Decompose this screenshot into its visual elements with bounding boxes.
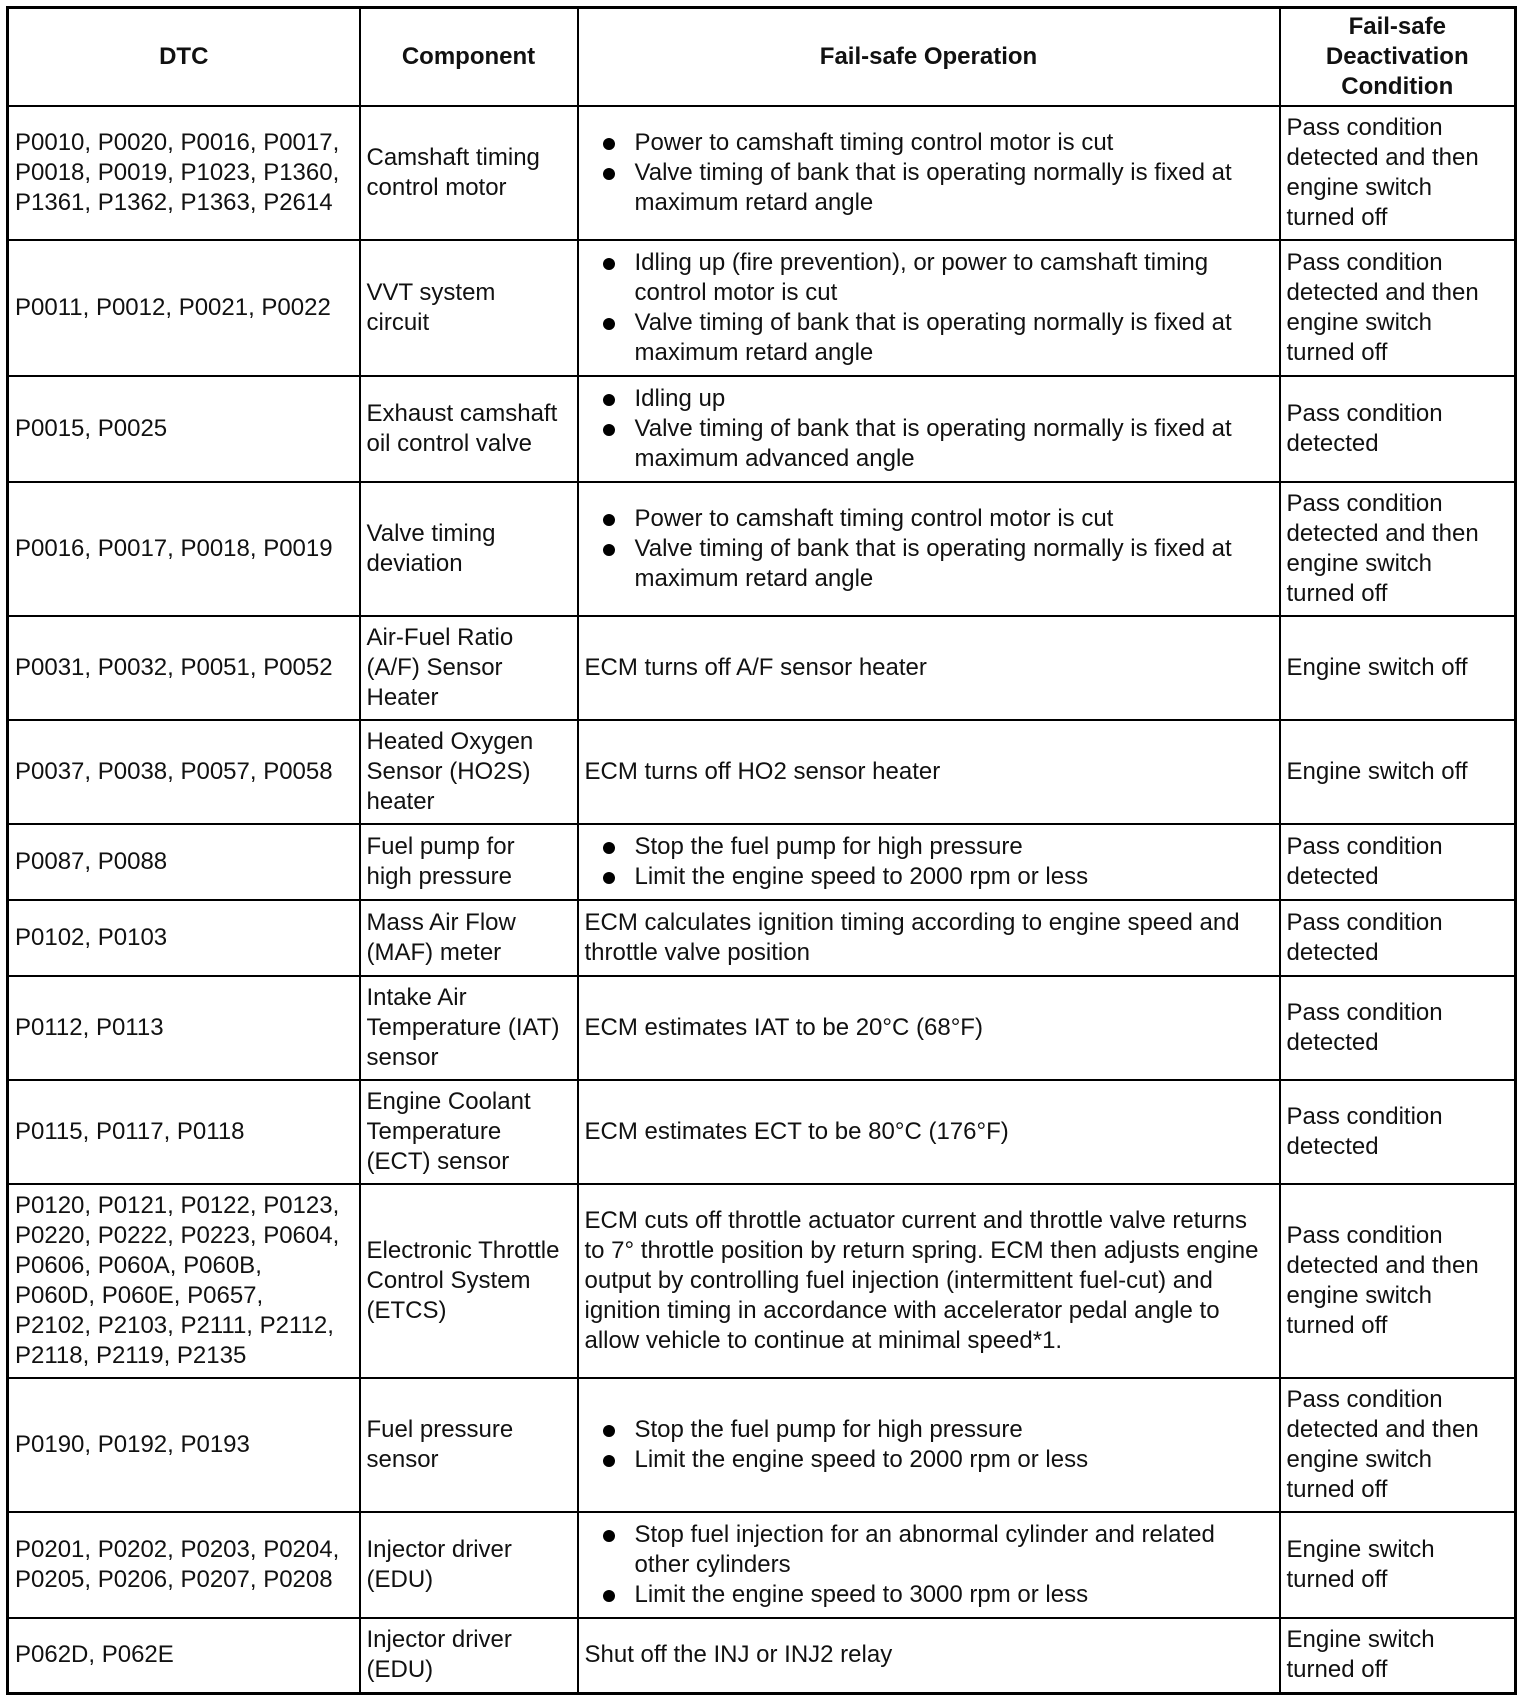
deactivation-cell: Engine switch off [1280,720,1516,824]
dtc-cell: P0011, P0012, P0021, P0022 [8,240,360,376]
component-cell: Camshaft timing control motor [360,106,578,240]
operation-list-item: Limit the engine speed to 2000 rpm or less [599,862,1273,892]
deactivation-cell: Pass condition detected and then engine switch turned off [1280,1378,1516,1512]
component-cell: Fuel pump for high pressure [360,824,578,900]
deactivation-cell: Pass condition detected and then engine switch turned off [1280,1184,1516,1378]
table-row [8,106,1516,240]
table-row [8,824,1516,900]
dtc-cell: P0115, P0117, P0118 [8,1080,360,1184]
component-cell: Electronic Throttle Control System (ETCS) [360,1184,578,1378]
header-component: Component [360,8,578,106]
component-cell: Fuel pressure sensor [360,1378,578,1512]
dtc-cell: P0087, P0088 [8,824,360,900]
table-row [8,1618,1516,1694]
operation-list [599,384,1273,474]
operation-list-item: Valve timing of bank that is operating normally is fixed at maximum retard angle [599,308,1273,368]
operation-list-item: Idling up (fire prevention), or power to camshaft timing control motor is cut [599,248,1273,308]
dtc-cell: P0037, P0038, P0057, P0058 [8,720,360,824]
table-row [8,1512,1516,1618]
operation-cell [578,106,1280,240]
fail-safe-table [6,6,1517,1695]
dtc-cell: P0031, P0032, P0051, P0052 [8,616,360,720]
table-row [8,1184,1516,1378]
dtc-cell: P0010, P0020, P0016, P0017, P0018, P0019, P1023, P1360, P1361, P1362, P1363, P2614 [8,106,360,240]
operation-list-item: Stop the fuel pump for high pressure [599,1415,1273,1445]
deactivation-cell: Pass condition detected [1280,900,1516,976]
operation-list [599,128,1273,218]
header-dtc: DTC [8,8,360,106]
operation-list [599,248,1273,368]
operation-cell: ECM turns off A/F sensor heater [578,616,1280,720]
component-cell: Injector driver (EDU) [360,1618,578,1694]
table-row [8,1378,1516,1512]
operation-list-item: Limit the engine speed to 3000 rpm or less [599,1580,1273,1610]
operation-cell: ECM cuts off throttle actuator current and throttle valve returns to 7° throttle position by return spring. ECM then adjusts engine output by controlling fuel injection (intermittent fuel-cut) and ignition timing in accordance with accelerator pedal angle to allow vehicle to continue at minimal speed*1. [578,1184,1280,1378]
deactivation-cell: Pass condition detected [1280,1080,1516,1184]
table-row [8,720,1516,824]
deactivation-cell: Pass condition detected [1280,976,1516,1080]
component-cell: Engine Coolant Temperature (ECT) sensor [360,1080,578,1184]
operation-list [599,504,1273,594]
table-row [8,376,1516,482]
operation-list [599,832,1273,892]
deactivation-cell: Pass condition detected and then engine switch turned off [1280,240,1516,376]
operation-list [599,1520,1273,1610]
operation-list-item: Power to camshaft timing control motor is cut [599,504,1273,534]
operation-cell [578,240,1280,376]
operation-cell: ECM turns off HO2 sensor heater [578,720,1280,824]
table-row [8,1080,1516,1184]
operation-cell: ECM calculates ignition timing according to engine speed and throttle valve position [578,900,1280,976]
operation-list-item: Stop fuel injection for an abnormal cylinder and related other cylinders [599,1520,1273,1580]
table-body [8,106,1516,1694]
table-row [8,976,1516,1080]
operation-cell [578,482,1280,616]
dtc-cell: P0112, P0113 [8,976,360,1080]
deactivation-cell: Pass condition detected and then engine switch turned off [1280,106,1516,240]
operation-cell: Shut off the INJ or INJ2 relay [578,1618,1280,1694]
operation-cell [578,824,1280,900]
table-row [8,240,1516,376]
operation-list-item: Valve timing of bank that is operating normally is fixed at maximum retard angle [599,534,1273,594]
component-cell: Injector driver (EDU) [360,1512,578,1618]
operation-list-item: Idling up [599,384,1273,414]
deactivation-cell: Pass condition detected and then engine switch turned off [1280,482,1516,616]
operation-cell [578,1378,1280,1512]
component-cell: Air-Fuel Ratio (A/F) Sensor Heater [360,616,578,720]
header-row [8,8,1516,106]
operation-cell [578,1512,1280,1618]
component-cell: VVT system circuit [360,240,578,376]
operation-list-item: Power to camshaft timing control motor is cut [599,128,1273,158]
dtc-cell: P0015, P0025 [8,376,360,482]
table-row [8,900,1516,976]
operation-list-item: Stop the fuel pump for high pressure [599,832,1273,862]
header-deactivation: Fail-safe Deactivation Condition [1280,8,1516,106]
operation-list-item: Valve timing of bank that is operating normally is fixed at maximum advanced angle [599,414,1273,474]
dtc-cell: P0190, P0192, P0193 [8,1378,360,1512]
operation-cell: ECM estimates IAT to be 20°C (68°F) [578,976,1280,1080]
component-cell: Heated Oxygen Sensor (HO2S) heater [360,720,578,824]
table-row [8,616,1516,720]
component-cell: Exhaust camshaft oil control valve [360,376,578,482]
dtc-cell: P0016, P0017, P0018, P0019 [8,482,360,616]
deactivation-cell: Engine switch off [1280,616,1516,720]
deactivation-cell: Pass condition detected [1280,376,1516,482]
deactivation-cell: Engine switch turned off [1280,1512,1516,1618]
component-cell: Mass Air Flow (MAF) meter [360,900,578,976]
operation-list-item: Limit the engine speed to 2000 rpm or less [599,1445,1273,1475]
table-row [8,482,1516,616]
deactivation-cell: Pass condition detected [1280,824,1516,900]
dtc-cell: P0102, P0103 [8,900,360,976]
component-cell: Valve timing deviation [360,482,578,616]
deactivation-cell: Engine switch turned off [1280,1618,1516,1694]
operation-cell [578,376,1280,482]
header-operation: Fail-safe Operation [578,8,1280,106]
component-cell: Intake Air Temperature (IAT) sensor [360,976,578,1080]
dtc-cell: P062D, P062E [8,1618,360,1694]
operation-list [599,1415,1273,1475]
dtc-cell: P0201, P0202, P0203, P0204, P0205, P0206, P0207, P0208 [8,1512,360,1618]
dtc-cell: P0120, P0121, P0122, P0123, P0220, P0222, P0223, P0604, P0606, P060A, P060B, P060D, P060E, P0657, P2102, P2103, P2111, P2112, P2118, P2119, P2135 [8,1184,360,1378]
operation-list-item: Valve timing of bank that is operating normally is fixed at maximum retard angle [599,158,1273,218]
operation-cell: ECM estimates ECT to be 80°C (176°F) [578,1080,1280,1184]
